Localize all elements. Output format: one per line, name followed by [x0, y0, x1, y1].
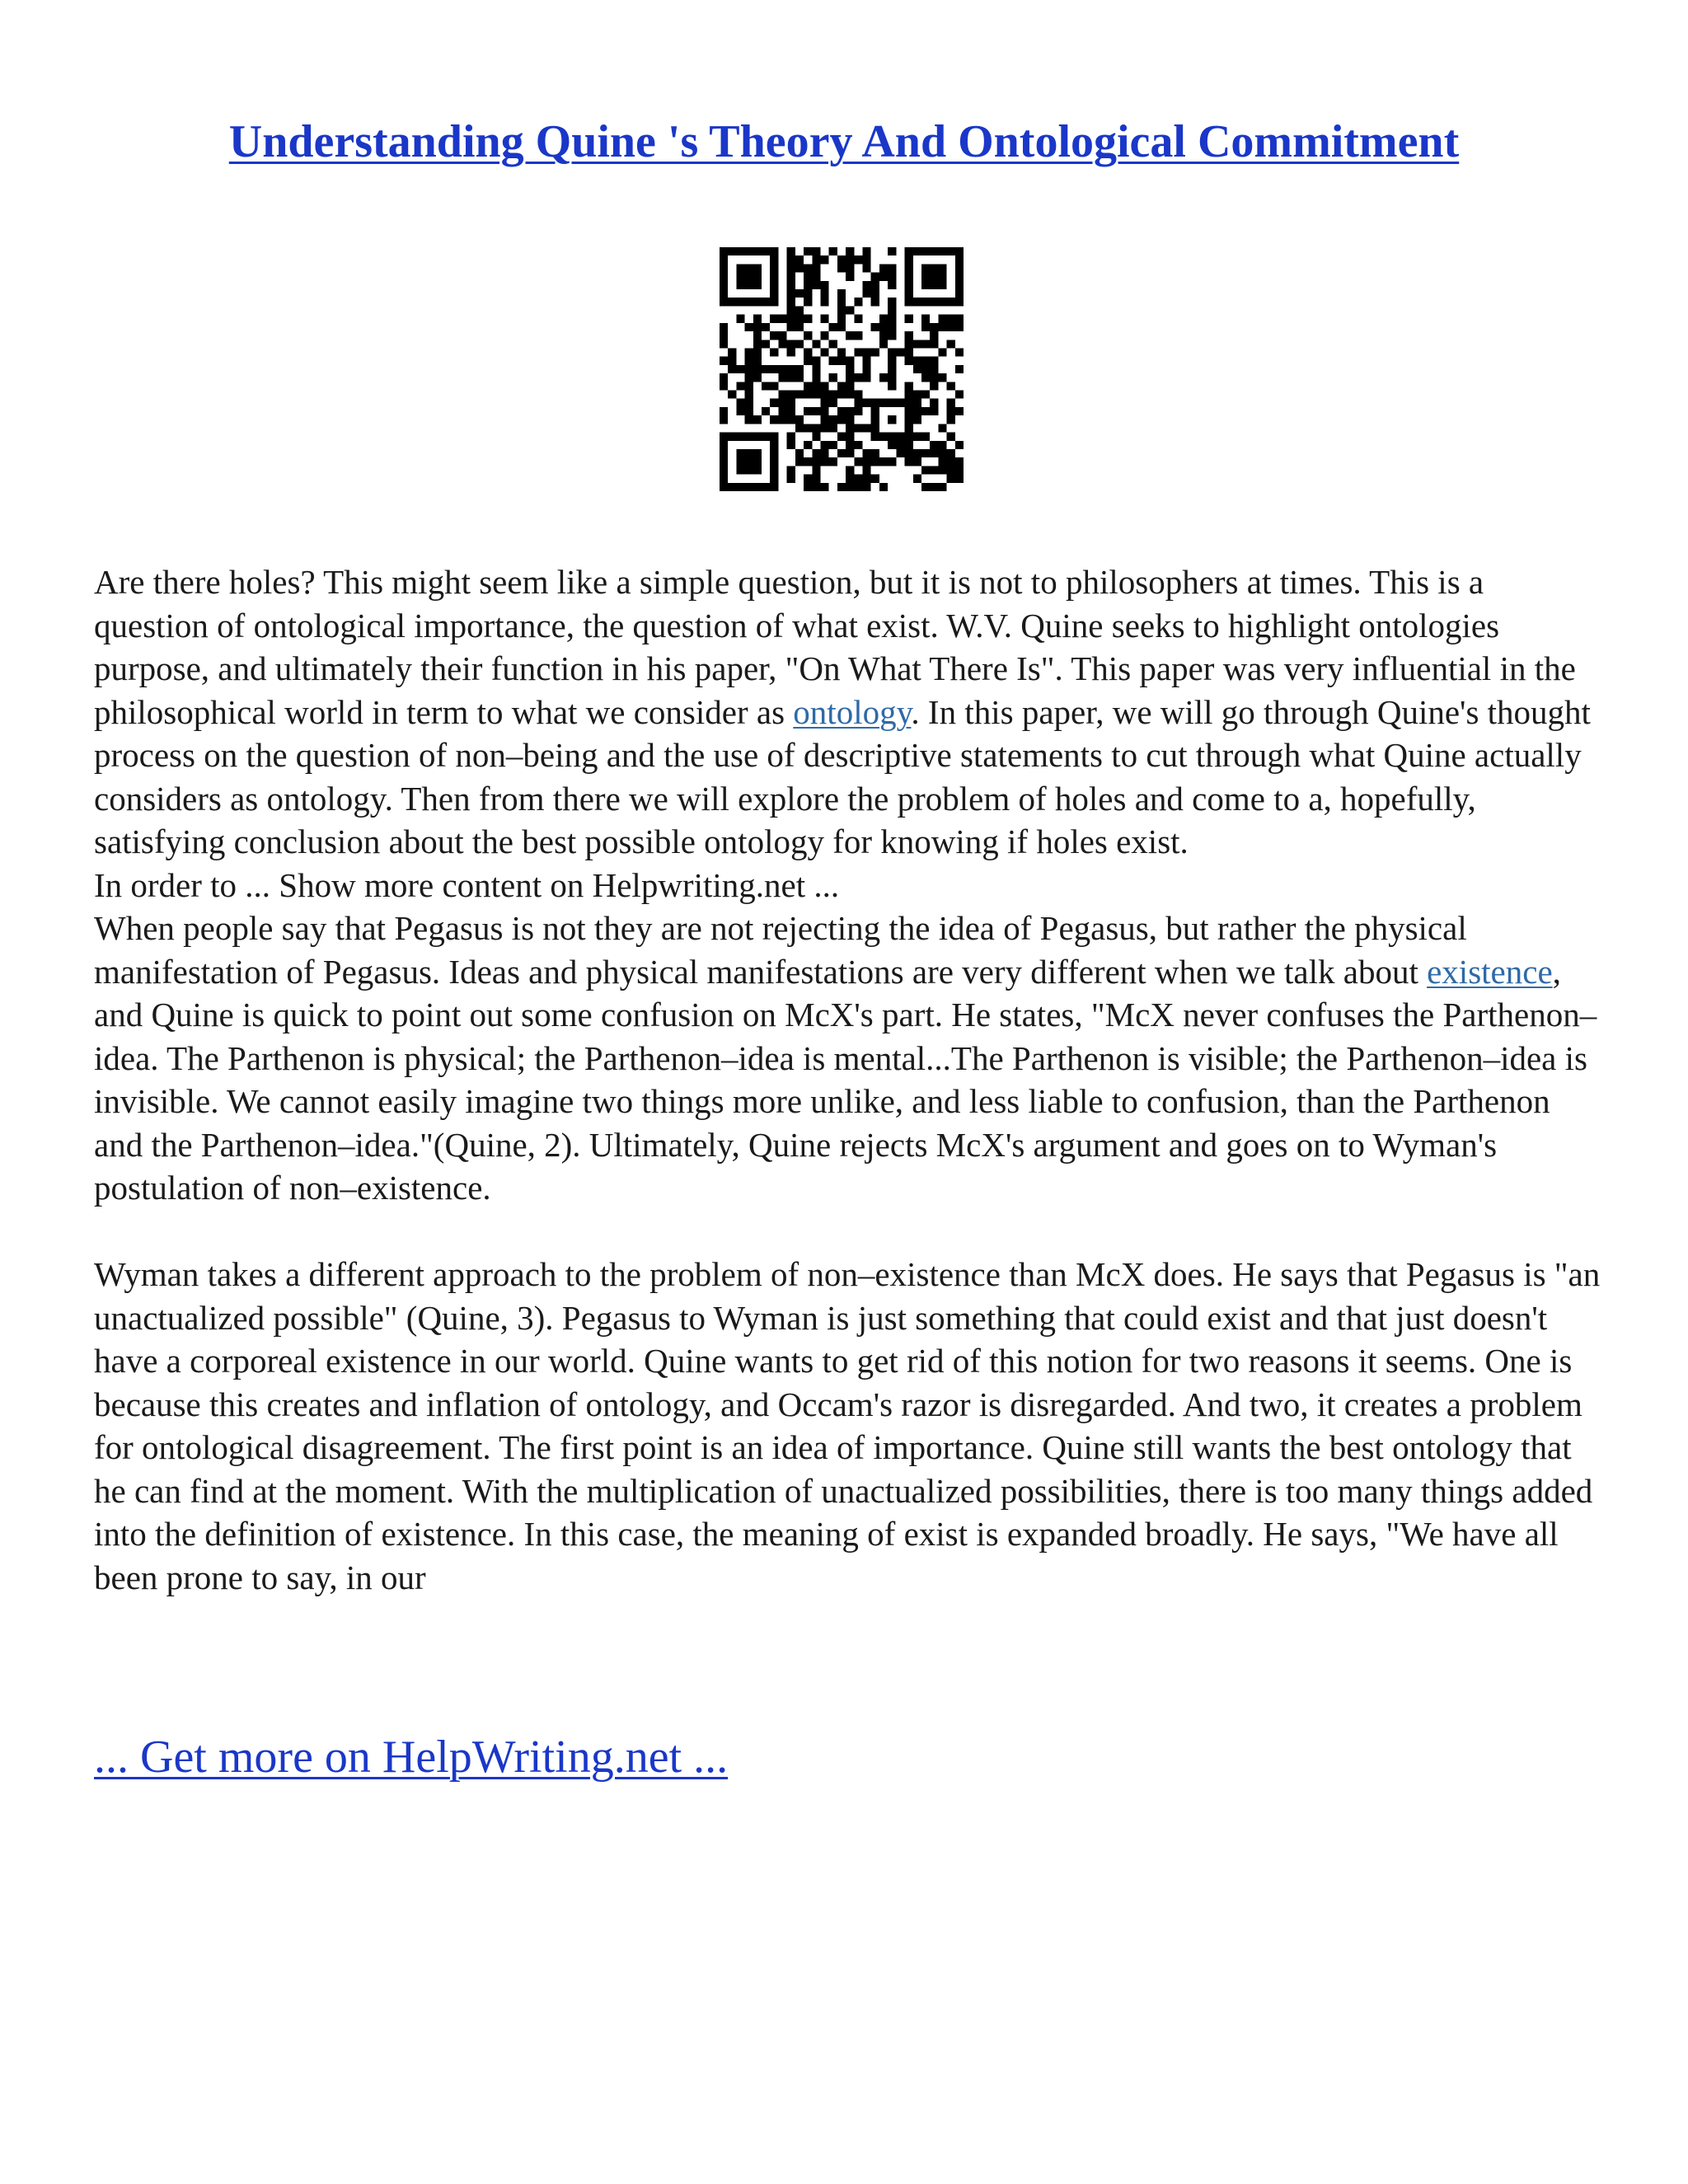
get-more-link[interactable]: ... Get more on HelpWriting.net ...	[94, 1732, 729, 1783]
paragraph-2	[94, 907, 1602, 1210]
paragraph-gap	[94, 1210, 1602, 1254]
paragraph-1	[94, 560, 1602, 864]
paragraph-3: Wyman takes a different approach to the problem of non–existence than McX does. He says that Pegasus is "an unactualized possible" (Quine, 3). Pegasus to Wyman is just something that could exist and that just doesn't have a corporeal existence in our world. Quine wants to get rid of this notion for two reasons it seems. One is because this creates and inflation of ontology, and Occam's razor is disregarded. And two, it creates a problem for ontological disagreement. The first point is an idea of importance. Quine still wants the best ontology that he can find at the moment. With the multiplication of unactualized possibilities, there is too many things added into the definition of existence. In this case, the meaning of exist is expanded broadly. He says, "We have all been prone to say, in our	[94, 1255, 1601, 1596]
qr-code-icon	[720, 247, 964, 491]
paragraph-1-text-b: . In this paper, we will go through Quine's thought process on the question of non–being and the use of descriptive statements to cut through what Quine actually considers as ontology. Then from there we will explore the problem of holes and come to a, hopefully, satisfying conclusion about the best possible ontology for knowing if holes exist.	[94, 692, 1591, 860]
article-body	[94, 560, 1602, 1599]
page-title-link[interactable]: Understanding Quine 's Theory And Ontological Commitment	[228, 116, 1460, 167]
qr-code-modules	[720, 247, 964, 491]
paragraph-1-text-a: Are there holes? This might seem like a simple question, but it is not to philosophers at times. This is a question of ontological importance, the question of what exist. W.V. Quine seeks to highlight ontologies purpose, and ultimately their function in his paper, "On What There Is". This paper was very influential in the philosophical world in term to what we consider as	[94, 563, 1576, 731]
paragraph-2-text-a: When people say that Pegasus is not they are not rejecting the idea of Pegasus, but rather the physical manifestation of Pegasus. Ideas and physical manifestations are very different when we talk about	[94, 909, 1467, 991]
existence-link[interactable]: existence	[1427, 952, 1553, 991]
paragraph-2-text-b: , and Quine is quick to point out some confusion on McX's part. He states, "McX never confuses the Parthenon–idea. The Parthenon is physical; the Parthenon–idea is mental...The Parthenon is visible; the Parthenon–idea is invisible. We cannot easily imagine two things more unlike, and less liable to confusion, than the Parthenon and the Parthenon–idea."(Quine, 2). Ultimately, Quine rejects McX's argument and goes on to Wyman's postulation of non–existence.	[94, 952, 1597, 1207]
show-more-text: In order to ... Show more content on Helpwriting.net ...	[94, 865, 840, 904]
ontology-link[interactable]: ontology	[793, 692, 912, 731]
